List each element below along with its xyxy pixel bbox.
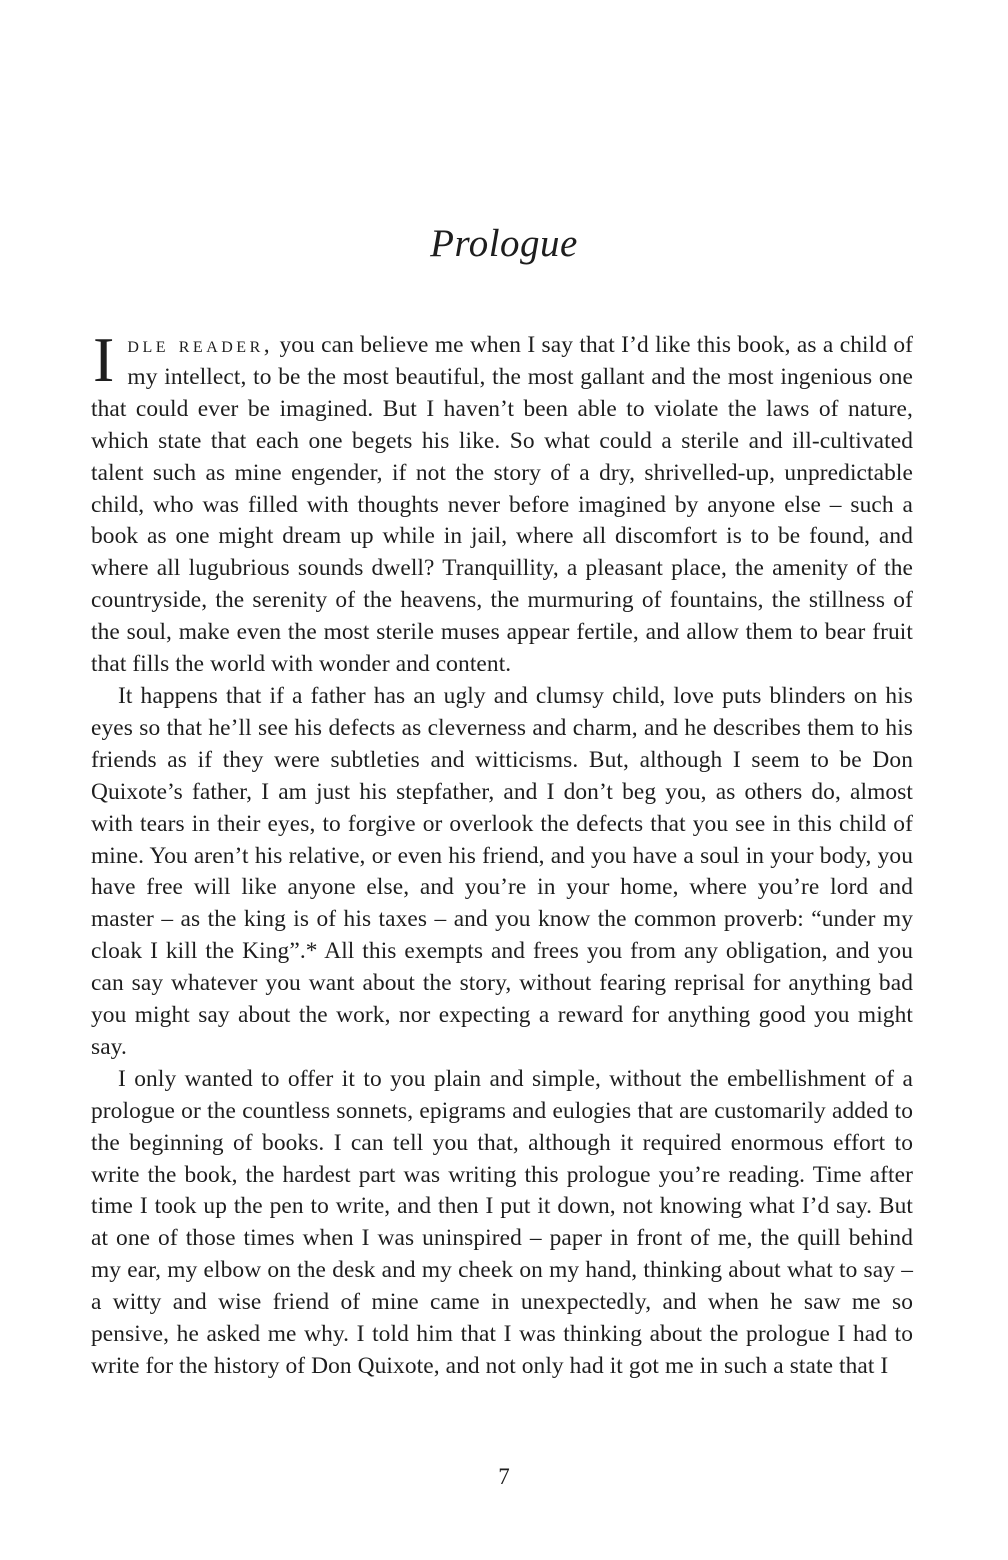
opening-paragraph-text: you can believe me when I say that I’d like this book, as a child of my intellect, to be the most beautiful, the most gallant and the most ingenious one that could ever be imagined. But I haven’t been able to violate the laws of nature, which state that each one begets his like. So what could a sterile and ill-cultivated talent such as mine engender, if not the story of a dry, shrivelled-up, unpredictable child, who was filled with thoughts never before imagined by anyone else – such a book as one might dream up while in jail, where all discomfort is to be found, and where all lugubrious sounds dwell? Tranquillity, a pleasant place, the amenity of the countryside, the serenity of the heavens, the murmuring of fountains, the stillness of the soul, make even the most sterile muses appear fertile, and allow them to bear fruit that fills the world with wonder and content.: [91, 332, 914, 678]
paragraph: I only wanted to offer it to you plain and simple, without the embellishment of a prologue or the countless sonnets, epigrams and eulogies that are customarily added to the beginning of books. I can tell you that, although it required enormous effort to write the book, the hardest part was writing this prologue you’re reading. Time after time I took up the pen to write, and then I put it down, not knowing what I’d say. But at one of those times when I was uninspired – paper in front of me, the quill behind my ear, my elbow on the desk and my cheek on my hand, thinking about what to say – a witty and wise friend of mine came in unexpectedly, and when he saw me so pensive, he asked me why. I told him that I was thinking about the prologue I had to write for the history of Don Quixote, and not only had it got me in such a state that I: [91, 1065, 913, 1379]
drop-cap: I: [93, 324, 115, 395]
opening-paragraph: [91, 324, 914, 681]
page-number: 7: [498, 1464, 510, 1489]
paragraph: It happens that if a father has an ugly and clumsy child, love puts blinders on his eyes so that he’ll see his defects as cleverness and charm, and he describes them to his friends as if they were subtleties and witticisms. But, although I seem to be Don Quixote’s father, I am just his stepfather, and I don’t beg you, as others do, almost with tears in their eyes, to forgive or overlook the defects that you see in this child of mine. You aren’t his relative, or even his friend, and you have a soul in your body, you have free will like anyone else, and you’re in your home, where you’re lord and master – as the king is of his taxes – and you know the common proverb: “under my cloak I kill the King”.* All this exempts and frees you from any obligation, and you can say whatever you want about the story, without fearing reprisal for anything bad you might say about the work, nor expecting a reward for anything good you might say.: [91, 682, 913, 1060]
chapter-title: Prologue: [430, 222, 578, 265]
small-caps-lead: dle reader,: [127, 332, 274, 358]
body-text: [91, 324, 914, 1383]
